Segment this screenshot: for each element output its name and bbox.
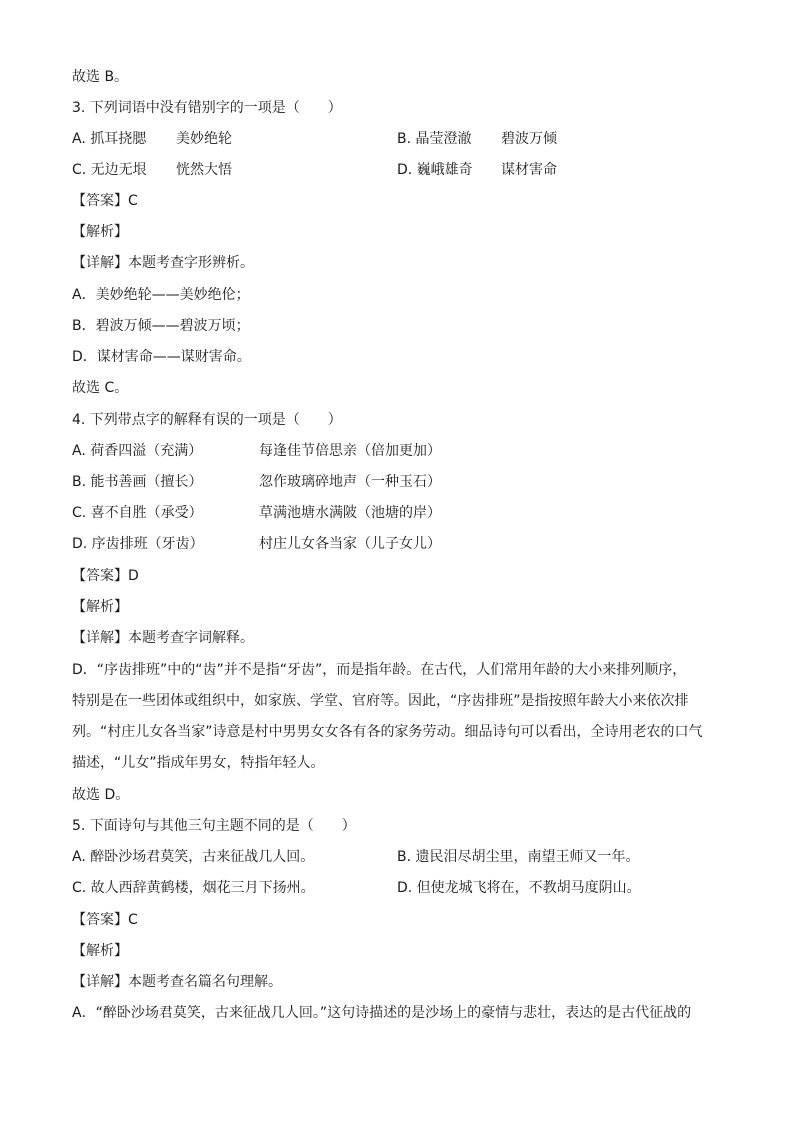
q4-option-b: B. 能书善画（擅长） <box>72 474 203 490</box>
question-5: 5. 下面诗句与其他三句主题不同的是（ ） <box>72 818 356 834</box>
explain-3d: D．谋材害命——谋财害命。 <box>72 349 251 365</box>
answer-4: 【答案】D <box>72 568 139 584</box>
q3-option-d-word2: 谋材害命 <box>501 162 557 178</box>
choice-3: 故选 C。 <box>72 380 129 396</box>
explain-5a: A．“醉卧沙场君莫笑，古来征战几人回。”这句诗描述的是沙场上的豪情与悲壮，表达的是古代征战的 <box>72 1005 692 1021</box>
q3-option-c-word2: 恍然大悟 <box>176 162 232 178</box>
explain-4-line2: 特别是在一些团体或组织中，如家族、学堂、官府等。因此，“序齿排班”是指按照年龄大小来依次排 <box>72 693 689 709</box>
choice-4: 故选 D。 <box>72 787 130 803</box>
detail-3: 【详解】本题考查字形辨析。 <box>72 255 254 271</box>
explain-3a: A．美妙绝轮——美妙绝伦； <box>72 287 250 303</box>
q5-option-a: A. 醉卧沙场君莫笑，古来征战几人回。 <box>72 849 315 865</box>
detail-4: 【详解】本题考查字词解释。 <box>72 630 254 646</box>
q3-option-a-word2: 美妙绝轮 <box>176 131 232 147</box>
q4-option-a-right: 每逢佳节倍思亲（倍加更加） <box>259 443 441 459</box>
question-4: 4. 下列带点字的解释有误的一项是（ ） <box>72 412 342 428</box>
q3-option-a: A. 抓耳挠腮 <box>72 131 147 147</box>
explain-4-line4: 描述，“儿女”指成年男女，特指年轻人。 <box>72 755 325 771</box>
q5-option-b: B. 遗民泪尽胡尘里，南望王师又一年。 <box>397 849 640 865</box>
analysis-heading-3: 【解析】 <box>72 224 128 240</box>
explain-3b: B．碧波万倾——碧波万顷； <box>72 318 250 334</box>
detail-5: 【详解】本题考查名篇名句理解。 <box>72 974 282 990</box>
q3-option-c: C. 无边无垠 <box>72 162 147 178</box>
question-3: 3. 下列词语中没有错别字的一项是（ ） <box>72 100 342 116</box>
q4-option-d: D. 序齿排班（牙齿） <box>72 536 204 552</box>
text-line: 故选 B。 <box>72 69 129 85</box>
answer-3: 【答案】C <box>72 193 138 209</box>
explain-4-line1: D．“序齿排班”中的“齿”并不是指“牙齿”，而是指年龄。在古代，人们常用年龄的大小来排列顺序， <box>72 662 687 678</box>
q4-option-c: C. 喜不自胜（承受） <box>72 505 203 521</box>
q4-option-b-right: 忽作玻璃碎地声（一种玉石） <box>259 474 441 490</box>
q5-option-d: D. 但使龙城飞将在，不教胡马度阴山。 <box>397 880 641 896</box>
analysis-heading-4: 【解析】 <box>72 599 128 615</box>
answer-5: 【答案】C <box>72 912 138 928</box>
q5-option-c: C. 故人西辞黄鹤楼，烟花三月下扬州。 <box>72 880 315 896</box>
analysis-heading-5: 【解析】 <box>72 943 128 959</box>
q3-option-b: B. 晶莹澄澈 <box>397 131 472 147</box>
q4-option-a: A. 荷香四溢（充满） <box>72 443 203 459</box>
explain-4-line3: 列。“村庄儿女各当家”诗意是村中男男女女各有各的家务劳动。细品诗句可以看出，全诗用老农的口气 <box>72 724 703 740</box>
q4-option-d-right: 村庄儿女各当家（儿子女儿） <box>259 536 441 552</box>
q3-option-b-word2: 碧波万倾 <box>501 131 557 147</box>
q4-option-c-right: 草满池塘水满陂（池塘的岸） <box>259 505 441 521</box>
q3-option-d: D. 巍峨雄奇 <box>397 162 473 178</box>
